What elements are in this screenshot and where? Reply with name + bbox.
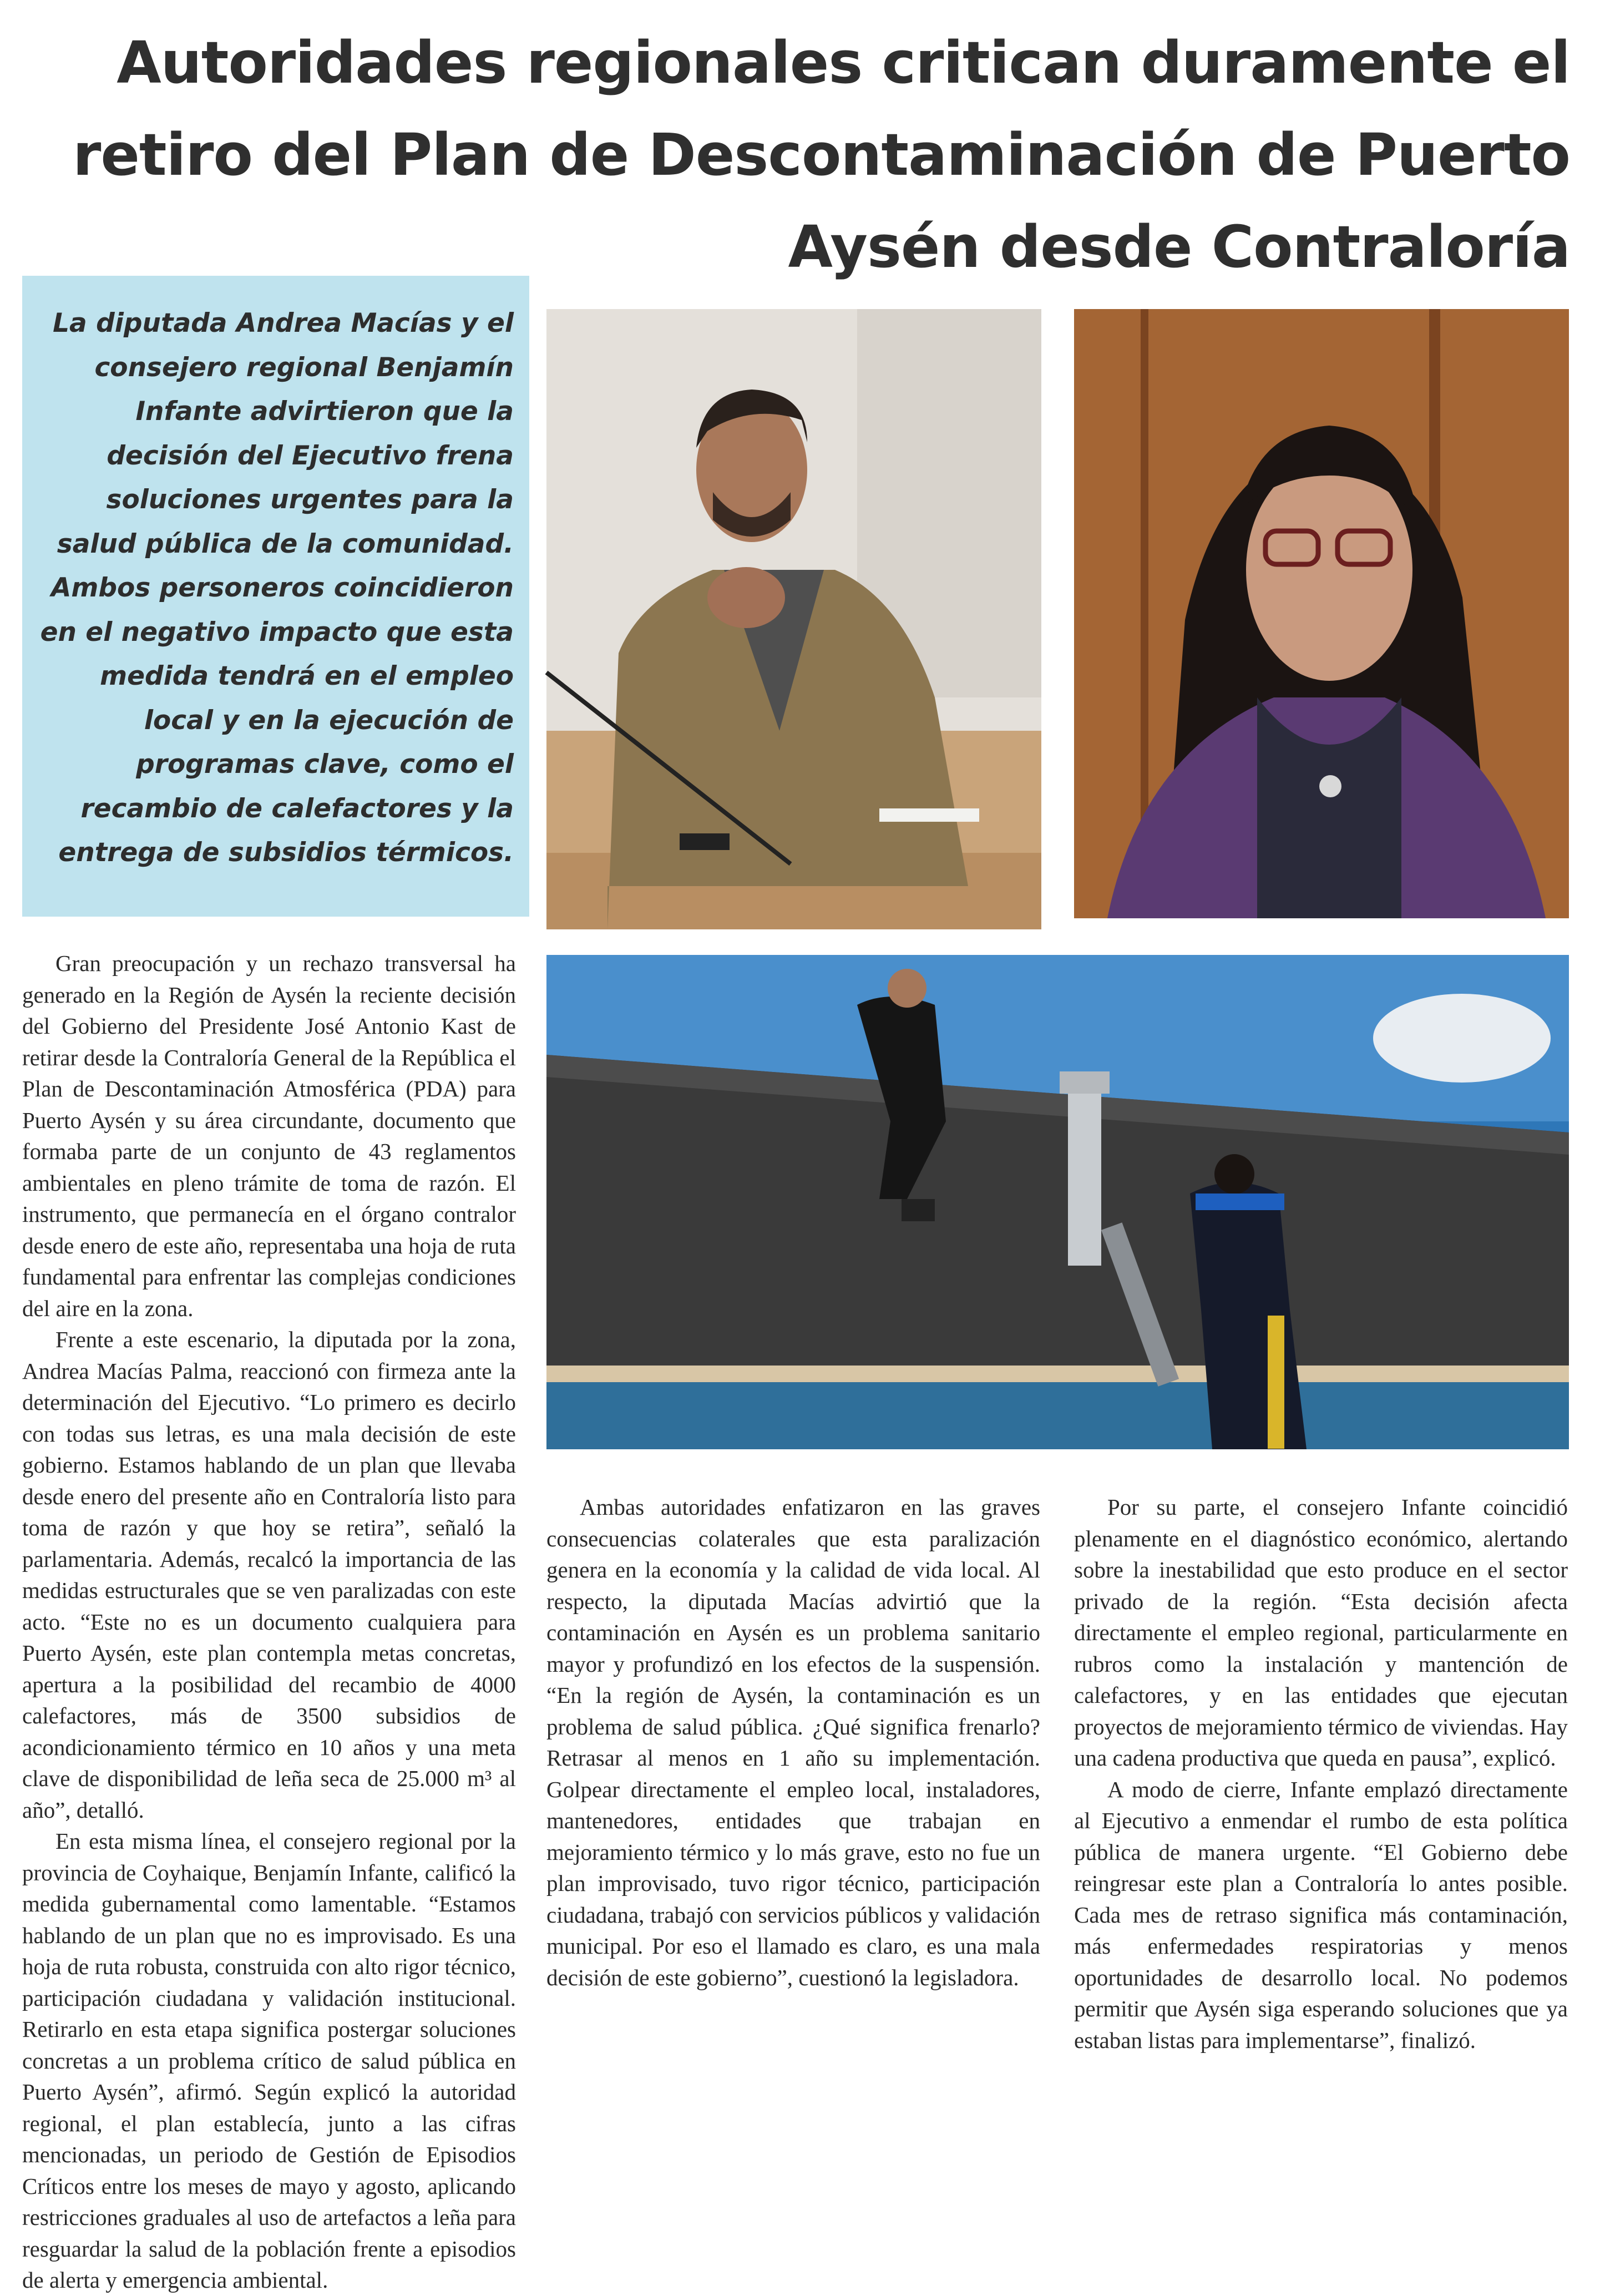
- paragraph: Ambas autoridades enfatizaron en las graves consecuencias colaterales que esta paralización genera en la economía y la calidad de vida local. Al respecto, la diputada Macías advirtió que la contaminación en Aysén es un problema sanitario mayor y profundizó en los efectos de la suspensión. “En la región de Aysén, la contaminación es un problema de salud pública. ¿Qué significa frenarlo? Retrasar al menos en 1 año su implementación. Golpear directamente el empleo local, instaladores, mantenedores, entidades que trabajan en mejoramiento térmico y lo más grave, esto no fue un plan improvisado, tuvo rigor técnico, participación ciudadana, trabajó con servicios públicos y validación municipal. Por eso el llamado es claro, es una mala decisión de este gobierno”, cuestionó la legisladora.: [546, 1494, 1040, 1990]
- paragraph: Frente a este escenario, la diputada por la zona, Andrea Macías Palma, reaccionó con firmeza ante la determinación del Ejecutivo. “Lo primero es decirlo con todas sus letras, es una mala decisión de este gobierno. Estamos hablando de un plan que llevaba desde enero del presente año en Contraloría listo para toma de razón y que hoy se retira”, señaló la parlamentaria. Además, recalcó la importancia de las medidas estructurales que se ven paralizadas con este acto. “Este no es un documento cualquiera para Puerto Aysén, este plan contempla metas concretas, apertura a la posibilidad del recambio de 4000 calefactores, más de 3500 subsidios de acondicionamiento térmico en 10 años y una meta clave de disponibilidad de leña seca de 25.000 m³ al año”, detalló.: [22, 1327, 516, 1823]
- paragraph: Gran preocupación y un rechazo transversal ha generado en la Región de Aysén la reciente decisión del Gobierno del Presidente José Antonio Kast de retirar desde la Contraloría General de la República el Plan de Descontaminación Atmosférica (PDA) para Puerto Aysén y su área circundante, documento que formaba parte de un conjunto de 43 reglamentos ambientales en pleno trámite de toma de razón. El instrumento, que permanecía en el órgano contralor desde enero de este año, representaba una hoja de ruta fundamental para enfrentar las complejas condiciones del aire en la zona.: [22, 950, 516, 1321]
- roof-workers-photo: [546, 955, 1569, 1449]
- column-3: [1074, 1491, 1568, 2056]
- lead-text: La diputada Andrea Macías y el consejero regional Benjamín Infante advirtieron que la decisión del Ejecutivo frena soluciones urgentes para la salud pública de la comunidad. Ambos personeros coincidieron en el negativo impacto que esta medida tendrá en el empleo local y en la ejecución de programas clave, como el recambio de calefactores y la entrega de subsidios térmicos.: [40, 308, 514, 868]
- paragraph: En esta misma línea, el consejero regional por la provincia de Coyhaique, Benjamín Infante, calificó la medida gubernamental como lamentable. “Estamos hablando de un plan que no es improvisado. Es una hoja de ruta robusta, construida con alto rigor técnico, participación ciudadana y validación institucional. Retirarlo en esta etapa significa postergar soluciones concretas a un problema crítico de salud pública en Puerto Aysén”, afirmó. Según explicó la autoridad regional, el plan establecía, junto a las cifras mencionadas, un periodo de Gestión de Episodios Críticos entre los meses de mayo y agosto, aplicando restricciones graduales al uso de artefactos a leña para resguardar la salud de la población frente a episodios de alerta y emergencia ambiental.: [22, 1828, 516, 2293]
- headline: Autoridades regionales critican duramente el retiro del Plan de Descontaminación de Puerto Aysén desde Contraloría: [73, 29, 1570, 281]
- column-2: [546, 1491, 1040, 1993]
- lead-box: [22, 276, 529, 917]
- paragraph: A modo de cierre, Infante emplazó directamente al Ejecutivo a enmendar el rumbo de esta política pública de manera urgente. “El Gobierno debe reingresar este plan a Contraloría lo antes posible. Cada mes de retraso significa más contaminación, más enfermedades respiratorias y menos oportunidades de desarrollo local. No podemos permitir que Aysén siga esperando soluciones que ya estaban listas para implementarse”, finalizó.: [1074, 1776, 1568, 2053]
- deputy-photo: [1074, 309, 1569, 918]
- column-1: [22, 948, 516, 2296]
- paragraph: Por su parte, el consejero Infante coincidió plenamente en el diagnóstico económico, alertando sobre la inestabilidad que esto produce en el sector privado de la región. “Esta decisión afecta directamente el empleo regional, particularmente en rubros como la instalación y mantención de calefactores, y en las entidades que ejecutan proyectos de mejoramiento térmico de viviendas. Hay una cadena productiva que queda en pausa”, explicó.: [1074, 1494, 1568, 1771]
- councillor-photo: [546, 309, 1041, 929]
